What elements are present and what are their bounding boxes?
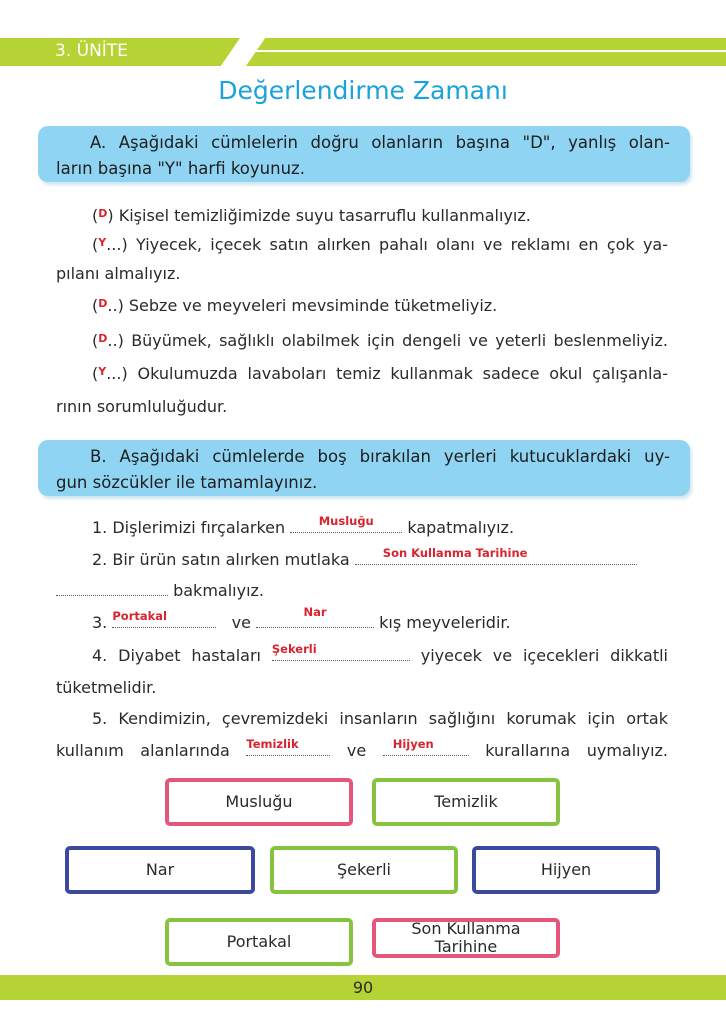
page-title: Değerlendirme Zamanı bbox=[218, 76, 508, 105]
sentence-4: 4. Diyabet hastaları Şekerli yiyecek ve içecekleri dikkatli bbox=[92, 642, 668, 665]
sentence-5-cont: kullanım alanlarında Temizlik ve Hijyen kurallarına uymalıyız. bbox=[56, 737, 668, 760]
blank-3b[interactable]: Nar bbox=[256, 613, 374, 628]
section-a-instruction-2: ların başına "Y" harfi koyunuz. bbox=[56, 159, 305, 178]
statement-2-cont: pılanı almalıyız. bbox=[56, 264, 181, 283]
section-a-instruction: A. Aşağıdaki cümlelerin doğru olanların başına "D", yanlış olan- bbox=[90, 133, 670, 152]
section-b-instruction-2: gun sözcükler ile tamamlayınız. bbox=[56, 473, 318, 492]
header-bar-right bbox=[246, 38, 726, 66]
blank-5a[interactable]: Temizlik bbox=[246, 741, 330, 756]
blank-1[interactable]: Musluğu bbox=[290, 518, 402, 533]
page-number: 90 bbox=[0, 975, 726, 1000]
unit-label: 3. ÜNİTE bbox=[55, 41, 128, 61]
sentence-2: 2. Bir ürün satın alırken mutlaka Son Kullanma Tarihine bbox=[92, 549, 637, 571]
word-card-muslugu[interactable]: Musluğu bbox=[165, 778, 353, 826]
statement-4: ($^D$..) Büyümek, sağlıklı olabilmek için dengeli ve yeterli beslenmeliyiz. bbox=[92, 331, 668, 350]
sentence-4-cont: tüketmelidir. bbox=[56, 678, 157, 697]
sentence-2-cont: bakmalıyız. bbox=[56, 580, 264, 602]
word-card-nar[interactable]: Nar bbox=[65, 846, 255, 894]
blank-2[interactable]: Son Kullanma Tarihine bbox=[355, 550, 637, 565]
statement-5-cont: rının sorumluluğudur. bbox=[56, 397, 228, 416]
statement-1: ($^D$) Kişisel temizliğimizde suyu tasarruflu kullanmalıyız. bbox=[92, 206, 531, 225]
word-card-son-kullanma-tarihine[interactable]: Son Kullanma Tarihine bbox=[372, 918, 560, 958]
blank-5b[interactable]: Hijyen bbox=[383, 741, 469, 756]
word-card-temizlik[interactable]: Temizlik bbox=[372, 778, 560, 826]
word-card-sekerli[interactable]: Şekerli bbox=[270, 846, 458, 894]
word-card-portakal[interactable]: Portakal bbox=[165, 918, 353, 966]
blank-3a[interactable]: Portakal bbox=[112, 613, 216, 628]
header-stripe bbox=[246, 50, 726, 52]
statement-2: ($^Y$...) Yiyecek, içecek satın alırken pahalı olanı ve reklamı en çok ya- bbox=[92, 235, 668, 254]
sentence-1: 1. Dişlerimizi fırçalarken Musluğu kapatmalıyız. bbox=[92, 514, 515, 537]
sentence-3: 3. Portakal ve Nar kış meyveleridir. bbox=[92, 605, 511, 632]
blank-4[interactable]: Şekerli bbox=[272, 646, 410, 661]
sentence-5: 5. Kendimizin, çevremizdeki insanların sağlığını korumak için ortak bbox=[92, 709, 668, 728]
section-b-instruction: B. Aşağıdaki cümlelerde boş bırakılan yerleri kutucuklardaki uy- bbox=[90, 447, 670, 466]
statement-5: ($^Y$...) Okulumuzda lavaboları temiz kullanmak sadece okul çalışanla- bbox=[92, 364, 668, 383]
statement-3: ($^D$..) Sebze ve meyveleri mevsiminde tüketmeliyiz. bbox=[92, 296, 498, 315]
blank-2-cont bbox=[56, 581, 168, 596]
word-card-hijyen[interactable]: Hijyen bbox=[472, 846, 660, 894]
